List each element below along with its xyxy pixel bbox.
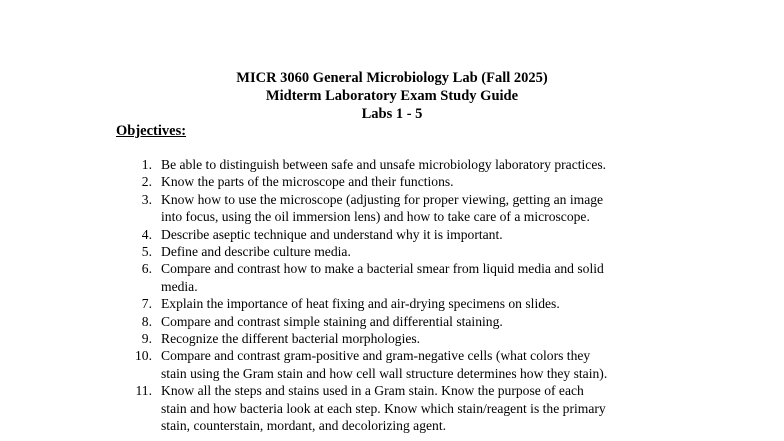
- objective-text-line: Describe aseptic technique and understand why it is important.: [161, 226, 503, 242]
- objective-number: 10.: [135, 348, 152, 364]
- objective-text-line: Be able to distinguish between safe and unsafe microbiology laboratory practices.: [161, 157, 607, 172]
- exam-title: Midterm Laboratory Exam Study Guide: [265, 88, 519, 104]
- course-title: MICR 3060 General Microbiology Lab (Fall 2025): [236, 70, 548, 86]
- objective-number: 2.: [141, 174, 152, 190]
- objective-number: 1.: [141, 157, 152, 172]
- objective-item: [116, 347, 676, 382]
- objective-text-line: Recognize the different bacterial morphologies.: [161, 331, 421, 347]
- objective-text-line: media.: [161, 278, 198, 294]
- objective-text-line: Compare and contrast simple staining and differential staining.: [161, 313, 503, 329]
- objective-text-line: stain using the Gram stain and how cell wall structure determines how they stain).: [161, 365, 608, 381]
- objective-item: [116, 313, 676, 330]
- objective-text-line: Compare and contrast how to make a bacterial smear from liquid media and solid: [161, 261, 604, 277]
- objective-item: [116, 330, 676, 347]
- labs-range: Labs 1 - 5: [361, 106, 423, 122]
- objective-item: [116, 191, 676, 226]
- objective-text-line: Explain the importance of heat fixing and air-drying specimens on slides.: [161, 296, 560, 312]
- objective-number: 4.: [141, 226, 152, 242]
- objective-number: 6.: [141, 261, 152, 277]
- objective-item: [116, 173, 676, 190]
- objective-number: 9.: [141, 331, 152, 347]
- objective-text-line: Know all the steps and stains used in a Gram stain. Know the purpose of each: [161, 383, 584, 399]
- objective-text-line: stain, counterstain, mordant, and decolorizing agent.: [161, 418, 447, 434]
- objective-item: [116, 260, 676, 295]
- objective-text-line: stain and how bacteria look at each step. Know which stain/reagent is the primary: [161, 400, 606, 416]
- objective-text-line: Define and describe culture media.: [161, 244, 351, 260]
- objective-text-line: Compare and contrast gram-positive and gram-negative cells (what colors they: [161, 348, 591, 364]
- objective-item: [116, 226, 676, 243]
- objectives-heading: Objectives:: [116, 123, 187, 139]
- objective-item: [116, 243, 676, 260]
- objectives-list: [116, 156, 676, 435]
- objective-text-line: into focus, using the oil immersion lens) and how to take care of a microscope.: [161, 209, 590, 225]
- objective-item: [116, 382, 676, 434]
- objective-number: 8.: [141, 313, 152, 329]
- objective-text-line: Know the parts of the microscope and their functions.: [161, 174, 454, 190]
- objective-text-line: Know how to use the microscope (adjusting for proper viewing, getting an image: [161, 191, 604, 207]
- objective-number: 5.: [141, 244, 152, 260]
- objective-number: 11.: [135, 383, 152, 399]
- objective-item: [116, 295, 676, 312]
- objective-item: [116, 156, 676, 173]
- document-header: [0, 69, 784, 123]
- objective-number: 3.: [141, 191, 152, 207]
- objective-number: 7.: [141, 296, 152, 312]
